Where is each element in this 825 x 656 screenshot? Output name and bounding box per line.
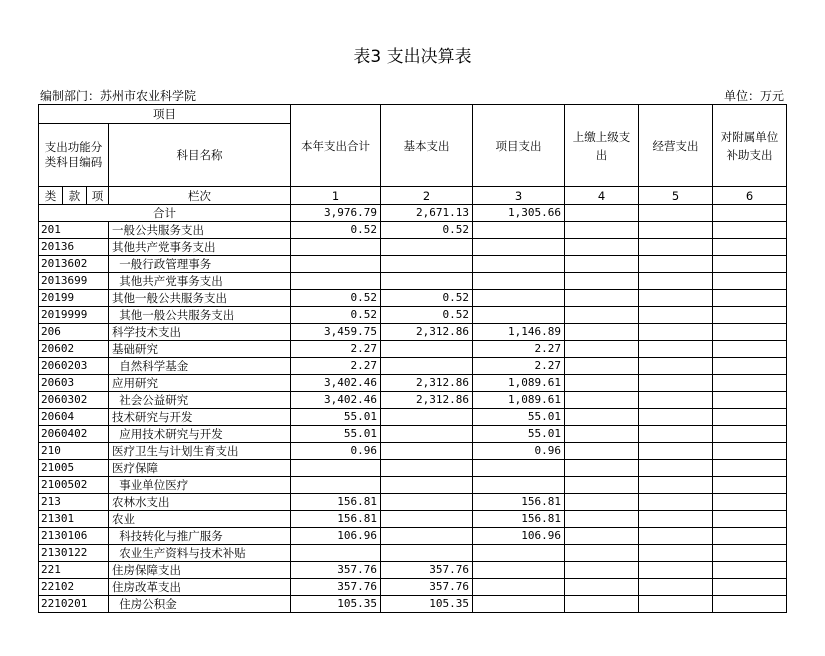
amount-cell-3 <box>473 239 565 256</box>
subject-name: 一般公共服务支出 <box>109 222 291 239</box>
column-number-6: 6 <box>713 187 787 205</box>
subject-code: 2060302 <box>39 392 109 409</box>
amount-cell-4 <box>565 341 639 358</box>
subject-name: 农业生产资料与技术补贴 <box>109 545 291 562</box>
header-total-expenditure: 本年支出合计 <box>291 105 381 187</box>
subject-code: 210 <box>39 443 109 460</box>
amount-cell-5 <box>639 239 713 256</box>
amount-cell-5 <box>639 477 713 494</box>
amount-cell-2: 0.52 <box>381 222 473 239</box>
amount-cell-3 <box>473 290 565 307</box>
header-project-expenditure: 项目支出 <box>473 105 565 187</box>
amount-cell-2 <box>381 426 473 443</box>
amount-cell-2: 0.52 <box>381 307 473 324</box>
amount-cell-6 <box>713 239 787 256</box>
amount-cell-2 <box>381 545 473 562</box>
amount-cell-4 <box>565 256 639 273</box>
total-cell-4 <box>565 205 639 222</box>
header-lanci: 栏次 <box>109 187 291 205</box>
amount-cell-3: 1,089.61 <box>473 375 565 392</box>
amount-cell-5 <box>639 579 713 596</box>
table-row <box>39 375 787 392</box>
amount-cell-5 <box>639 358 713 375</box>
amount-cell-3 <box>473 222 565 239</box>
amount-cell-6 <box>713 358 787 375</box>
subject-name: 医疗卫生与计划生育支出 <box>109 443 291 460</box>
amount-cell-3: 2.27 <box>473 341 565 358</box>
amount-cell-5 <box>639 273 713 290</box>
subject-code: 20136 <box>39 239 109 256</box>
amount-cell-4 <box>565 494 639 511</box>
amount-cell-5 <box>639 290 713 307</box>
column-number-5: 5 <box>639 187 713 205</box>
header-xiangmu: 项目 <box>39 105 291 124</box>
subject-code: 22102 <box>39 579 109 596</box>
amount-cell-1: 2.27 <box>291 358 381 375</box>
table-row <box>39 511 787 528</box>
amount-cell-5 <box>639 256 713 273</box>
amount-cell-2: 2,312.86 <box>381 375 473 392</box>
unit-label: 单位：万元 <box>723 89 784 103</box>
amount-cell-2 <box>381 239 473 256</box>
amount-cell-1: 3,402.46 <box>291 392 381 409</box>
amount-cell-3: 106.96 <box>473 528 565 545</box>
amount-cell-5 <box>639 307 713 324</box>
amount-cell-6 <box>713 307 787 324</box>
amount-cell-5 <box>639 409 713 426</box>
subject-name: 技术研究与开发 <box>109 409 291 426</box>
amount-cell-4 <box>565 290 639 307</box>
amount-cell-1: 156.81 <box>291 511 381 528</box>
amount-cell-5 <box>639 392 713 409</box>
subject-code: 21005 <box>39 460 109 477</box>
amount-cell-5 <box>639 494 713 511</box>
amount-cell-1: 0.96 <box>291 443 381 460</box>
subject-name: 其他共产党事务支出 <box>109 239 291 256</box>
amount-cell-1: 357.76 <box>291 562 381 579</box>
amount-cell-3 <box>473 477 565 494</box>
amount-cell-4 <box>565 477 639 494</box>
header-kuan: 款 <box>63 187 87 205</box>
subject-code: 20604 <box>39 409 109 426</box>
amount-cell-6 <box>713 392 787 409</box>
header-subject-name: 科目名称 <box>109 124 291 187</box>
amount-cell-1: 55.01 <box>291 426 381 443</box>
subject-code: 2100502 <box>39 477 109 494</box>
total-cell-1: 3,976.79 <box>291 205 381 222</box>
amount-cell-1: 0.52 <box>291 307 381 324</box>
subject-name: 其他一般公共服务支出 <box>109 290 291 307</box>
amount-cell-2: 357.76 <box>381 562 473 579</box>
amount-cell-5 <box>639 562 713 579</box>
amount-cell-3 <box>473 256 565 273</box>
amount-cell-2 <box>381 494 473 511</box>
amount-cell-2 <box>381 528 473 545</box>
table-row <box>39 392 787 409</box>
amount-cell-2 <box>381 256 473 273</box>
amount-cell-4 <box>565 409 639 426</box>
subject-name: 应用技术研究与开发 <box>109 426 291 443</box>
subject-name: 应用研究 <box>109 375 291 392</box>
table-row <box>39 239 787 256</box>
amount-cell-4 <box>565 375 639 392</box>
amount-cell-3 <box>473 579 565 596</box>
amount-cell-2 <box>381 341 473 358</box>
amount-cell-1: 106.96 <box>291 528 381 545</box>
amount-cell-2: 2,312.86 <box>381 392 473 409</box>
amount-cell-4 <box>565 562 639 579</box>
subject-name: 科学技术支出 <box>109 324 291 341</box>
table-row <box>39 290 787 307</box>
subject-name: 社会公益研究 <box>109 392 291 409</box>
amount-cell-1: 3,459.75 <box>291 324 381 341</box>
amount-cell-4 <box>565 307 639 324</box>
subject-name: 农业 <box>109 511 291 528</box>
amount-cell-1: 3,402.46 <box>291 375 381 392</box>
subject-code: 20199 <box>39 290 109 307</box>
subject-name: 科技转化与推广服务 <box>109 528 291 545</box>
subject-code: 2130106 <box>39 528 109 545</box>
table-row <box>39 307 787 324</box>
header-superior-payment: 上缴上级支出 <box>565 105 639 187</box>
amount-cell-6 <box>713 596 787 613</box>
amount-cell-2 <box>381 273 473 290</box>
subject-code: 206 <box>39 324 109 341</box>
subject-code: 2013699 <box>39 273 109 290</box>
table-row <box>39 562 787 579</box>
table-row <box>39 596 787 613</box>
amount-cell-1: 105.35 <box>291 596 381 613</box>
amount-cell-2 <box>381 511 473 528</box>
amount-cell-3: 2.27 <box>473 358 565 375</box>
subject-code: 201 <box>39 222 109 239</box>
subject-code: 20603 <box>39 375 109 392</box>
amount-cell-6 <box>713 494 787 511</box>
amount-cell-5 <box>639 460 713 477</box>
total-cell-5 <box>639 205 713 222</box>
subject-code: 2013602 <box>39 256 109 273</box>
amount-cell-1 <box>291 477 381 494</box>
subject-code: 213 <box>39 494 109 511</box>
amount-cell-5 <box>639 222 713 239</box>
amount-cell-6 <box>713 528 787 545</box>
amount-cell-1: 357.76 <box>291 579 381 596</box>
column-number-4: 4 <box>565 187 639 205</box>
amount-cell-2 <box>381 443 473 460</box>
table-row <box>39 579 787 596</box>
amount-cell-3 <box>473 562 565 579</box>
amount-cell-3 <box>473 273 565 290</box>
amount-cell-4 <box>565 511 639 528</box>
total-cell-3: 1,305.66 <box>473 205 565 222</box>
amount-cell-3 <box>473 596 565 613</box>
amount-cell-4 <box>565 392 639 409</box>
amount-cell-1 <box>291 545 381 562</box>
amount-cell-5 <box>639 511 713 528</box>
amount-cell-2 <box>381 358 473 375</box>
amount-cell-6 <box>713 426 787 443</box>
amount-cell-3 <box>473 460 565 477</box>
subject-code: 20602 <box>39 341 109 358</box>
amount-cell-2: 0.52 <box>381 290 473 307</box>
subject-name: 自然科学基金 <box>109 358 291 375</box>
amount-cell-4 <box>565 528 639 545</box>
amount-cell-6 <box>713 460 787 477</box>
total-label: 合计 <box>39 205 291 222</box>
amount-cell-6 <box>713 443 787 460</box>
amount-cell-2: 105.35 <box>381 596 473 613</box>
amount-cell-4 <box>565 426 639 443</box>
table-row <box>39 256 787 273</box>
expenditure-table <box>38 104 787 613</box>
table-row <box>39 324 787 341</box>
header-function-code: 支出功能分类科目编码 <box>39 124 109 187</box>
subject-code: 2060402 <box>39 426 109 443</box>
amount-cell-3: 0.96 <box>473 443 565 460</box>
amount-cell-6 <box>713 273 787 290</box>
amount-cell-4 <box>565 596 639 613</box>
amount-cell-4 <box>565 460 639 477</box>
amount-cell-1: 0.52 <box>291 222 381 239</box>
column-number-2: 2 <box>381 187 473 205</box>
subject-name: 住房公积金 <box>109 596 291 613</box>
amount-cell-2: 357.76 <box>381 579 473 596</box>
amount-cell-5 <box>639 426 713 443</box>
amount-cell-2 <box>381 460 473 477</box>
subject-name: 基础研究 <box>109 341 291 358</box>
amount-cell-6 <box>713 562 787 579</box>
header-subsidiary-subsidy: 对附属单位补助支出 <box>713 105 787 187</box>
amount-cell-5 <box>639 324 713 341</box>
amount-cell-5 <box>639 341 713 358</box>
amount-cell-4 <box>565 579 639 596</box>
subject-name: 住房保障支出 <box>109 562 291 579</box>
table-row <box>39 477 787 494</box>
amount-cell-3: 1,089.61 <box>473 392 565 409</box>
header-basic-expenditure: 基本支出 <box>381 105 473 187</box>
amount-cell-6 <box>713 324 787 341</box>
amount-cell-5 <box>639 596 713 613</box>
table-row <box>39 358 787 375</box>
header-business-expenditure: 经营支出 <box>639 105 713 187</box>
amount-cell-2: 2,312.86 <box>381 324 473 341</box>
table-row <box>39 341 787 358</box>
table-row <box>39 222 787 239</box>
amount-cell-1: 55.01 <box>291 409 381 426</box>
table-row <box>39 528 787 545</box>
amount-cell-1 <box>291 239 381 256</box>
subject-code: 21301 <box>39 511 109 528</box>
amount-cell-6 <box>713 222 787 239</box>
table-row <box>39 443 787 460</box>
total-row <box>39 205 787 222</box>
table-row <box>39 460 787 477</box>
amount-cell-1 <box>291 460 381 477</box>
subject-code: 2060203 <box>39 358 109 375</box>
amount-cell-4 <box>565 222 639 239</box>
table-row <box>39 494 787 511</box>
table-row <box>39 426 787 443</box>
amount-cell-6 <box>713 409 787 426</box>
table-row <box>39 409 787 426</box>
subject-name: 一般行政管理事务 <box>109 256 291 273</box>
subject-name: 住房改革支出 <box>109 579 291 596</box>
amount-cell-3: 55.01 <box>473 426 565 443</box>
amount-cell-6 <box>713 375 787 392</box>
amount-cell-5 <box>639 375 713 392</box>
subject-code: 2130122 <box>39 545 109 562</box>
total-cell-6 <box>713 205 787 222</box>
amount-cell-3: 1,146.89 <box>473 324 565 341</box>
amount-cell-6 <box>713 256 787 273</box>
amount-cell-1: 156.81 <box>291 494 381 511</box>
amount-cell-4 <box>565 443 639 460</box>
subject-code: 221 <box>39 562 109 579</box>
amount-cell-1 <box>291 256 381 273</box>
amount-cell-5 <box>639 528 713 545</box>
subject-name: 农林水支出 <box>109 494 291 511</box>
amount-cell-2 <box>381 409 473 426</box>
amount-cell-6 <box>713 545 787 562</box>
amount-cell-6 <box>713 290 787 307</box>
org-label: 编制部门：苏州市农业科学院 <box>40 89 197 103</box>
amount-cell-3 <box>473 545 565 562</box>
amount-cell-3: 156.81 <box>473 494 565 511</box>
subject-name: 其他共产党事务支出 <box>109 273 291 290</box>
total-cell-2: 2,671.13 <box>381 205 473 222</box>
amount-cell-6 <box>713 579 787 596</box>
header-lei: 类 <box>39 187 63 205</box>
subject-code: 2210201 <box>39 596 109 613</box>
column-number-1: 1 <box>291 187 381 205</box>
amount-cell-4 <box>565 239 639 256</box>
table-row <box>39 545 787 562</box>
amount-cell-3: 156.81 <box>473 511 565 528</box>
amount-cell-2 <box>381 477 473 494</box>
amount-cell-3 <box>473 307 565 324</box>
subject-name: 事业单位医疗 <box>109 477 291 494</box>
amount-cell-4 <box>565 324 639 341</box>
column-number-3: 3 <box>473 187 565 205</box>
amount-cell-4 <box>565 545 639 562</box>
amount-cell-4 <box>565 358 639 375</box>
amount-cell-5 <box>639 545 713 562</box>
subject-code: 2019999 <box>39 307 109 324</box>
subject-name: 其他一般公共服务支出 <box>109 307 291 324</box>
amount-cell-3: 55.01 <box>473 409 565 426</box>
amount-cell-1: 2.27 <box>291 341 381 358</box>
table-row <box>39 273 787 290</box>
subject-name: 医疗保障 <box>109 460 291 477</box>
amount-cell-1: 0.52 <box>291 290 381 307</box>
amount-cell-4 <box>565 273 639 290</box>
amount-cell-6 <box>713 477 787 494</box>
header-xiang: 项 <box>87 187 109 205</box>
page-title: 表3 支出决算表 <box>353 47 472 67</box>
amount-cell-5 <box>639 443 713 460</box>
amount-cell-1 <box>291 273 381 290</box>
amount-cell-6 <box>713 511 787 528</box>
amount-cell-6 <box>713 341 787 358</box>
